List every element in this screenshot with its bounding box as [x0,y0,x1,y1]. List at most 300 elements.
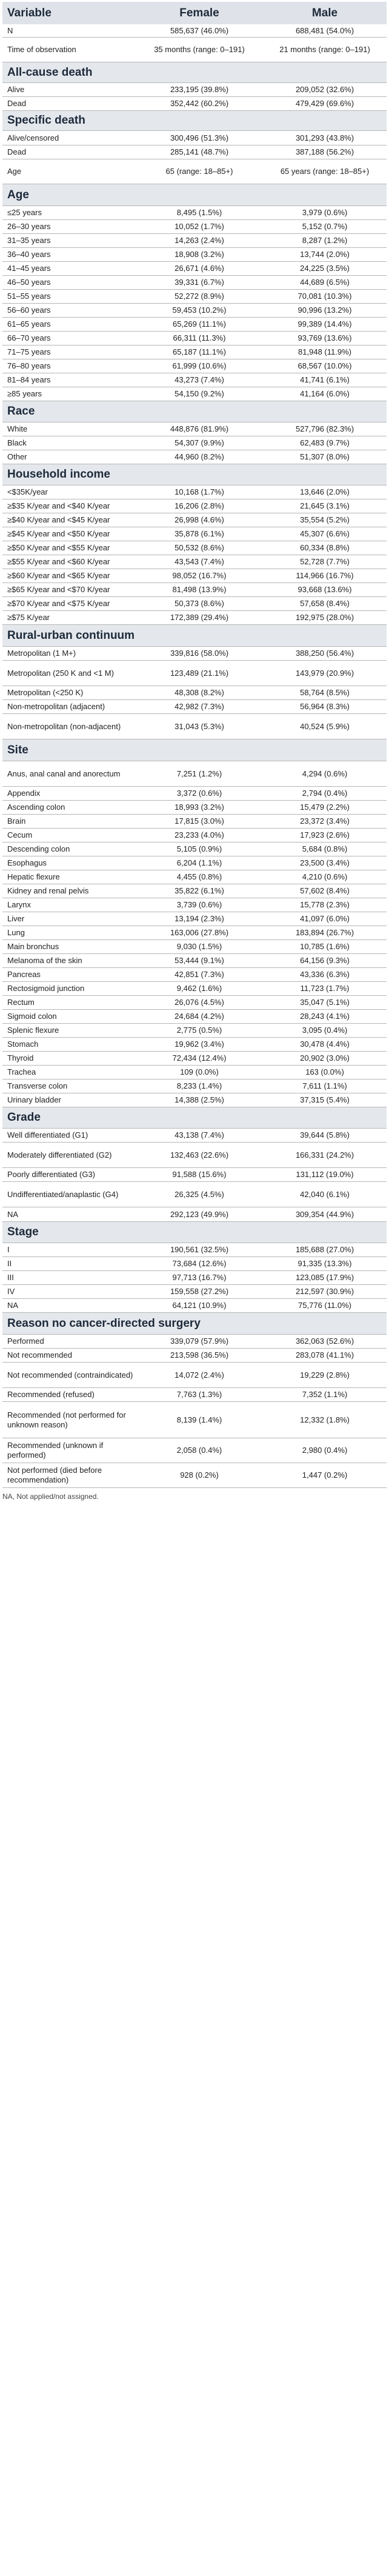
variable-cell: Rectum [7,998,35,1007]
table-row [2,884,387,898]
table-row [2,801,387,815]
data-table [2,2,387,1488]
female-cell: 10,168 (1.7%) [175,487,224,496]
variable-cell: Dead [7,99,27,108]
column-header-male: Male [311,6,338,19]
variable-cell: Recommended (refused) [7,1390,95,1399]
male-cell: 99,389 (14.4%) [298,319,352,329]
variable-cell: Esophagus [7,858,47,867]
female-cell: 109 (0.0%) [180,1067,219,1076]
male-cell: 41,097 (6.0%) [300,914,350,923]
table-row [2,1285,387,1299]
table-row [2,422,387,436]
variable-cell: Cecum [7,830,33,839]
table-row [2,1182,387,1207]
variable-cell: NA [7,1209,19,1219]
table-row [2,1402,387,1438]
variable-cell: Well differentiated (G1) [7,1130,88,1140]
male-cell: 301,293 (43.8%) [295,133,354,142]
male-cell: 3,095 (0.4%) [302,1026,348,1035]
variable-cell: Trachea [7,1067,36,1076]
female-cell: 31,043 (5.3%) [175,721,224,731]
section-header: Specific death [2,111,387,131]
variable-cell: Non-metropolitan (non-adjacent) [7,721,121,731]
male-cell: 35,047 (5.1%) [300,998,350,1007]
male-cell: 30,478 (4.4%) [300,1039,350,1049]
male-cell: 3,979 (0.6%) [302,208,348,217]
section-header: Rural-urban continuum [2,625,387,647]
female-cell: 132,463 (22.6%) [170,1150,229,1160]
table-row [2,1438,387,1463]
male-cell: 2,794 (0.4%) [302,789,348,798]
table-row [2,555,387,569]
variable-cell: NA [7,1301,19,1310]
female-cell: 448,876 (81.9%) [170,424,229,433]
female-cell: 73,684 (12.6%) [172,1259,227,1268]
variable-cell: Pancreas [7,970,41,979]
variable-cell: 66–70 years [7,333,51,342]
male-cell: 7,352 (1.1%) [302,1390,348,1399]
table-row [2,486,387,499]
variable-cell: 81–84 years [7,375,51,384]
variable-cell: Not performed (died before recommendation) [7,1466,102,1484]
male-cell: 35,554 (5.2%) [300,515,350,524]
female-cell: 48,308 (8.2%) [175,688,224,697]
variable-cell: IV [7,1287,15,1296]
female-cell: 3,739 (0.6%) [176,900,222,909]
female-cell: 3,372 (0.6%) [176,789,222,798]
female-cell: 24,684 (4.2%) [175,1012,224,1021]
female-cell: 8,495 (1.5%) [176,208,222,217]
male-cell: 21 months (range: 0–191) [279,45,370,54]
variable-cell: ≥$45 K/year and <$50 K/year [7,529,110,538]
variable-cell: Larynx [7,900,32,909]
male-cell: 183,894 (26.7%) [295,928,354,937]
female-cell: 26,325 (4.5%) [175,1189,224,1199]
variable-cell: Appendix [7,789,41,798]
male-cell: 114,966 (16.7%) [296,571,354,580]
female-cell: 190,561 (32.5%) [170,1245,229,1254]
female-cell: 585,637 (46.0%) [170,25,229,35]
male-cell: 283,078 (41.1%) [295,1350,354,1360]
table-footnote: NA, Not applied/not assigned. [2,1492,99,1501]
variable-cell: 76–80 years [7,361,51,370]
variable-cell: ≤25 years [7,208,42,217]
section-header: Site [2,739,387,761]
female-cell: 5,105 (0.9%) [176,844,222,853]
table-row [2,1335,387,1349]
male-cell: 37,315 (5.4%) [300,1095,350,1104]
table-row [2,926,387,940]
male-cell: 19,229 (2.8%) [300,1370,350,1380]
male-cell: 131,112 (19.0%) [296,1170,354,1179]
male-cell: 309,354 (44.9%) [295,1209,354,1219]
female-cell: 7,251 (1.2%) [176,769,222,778]
column-header-variable: Variable [7,6,52,19]
female-cell: 8,139 (1.4%) [176,1415,222,1424]
male-cell: 75,776 (11.0%) [298,1301,351,1310]
table-row [2,647,387,661]
male-cell: 13,744 (2.0%) [300,250,350,259]
male-cell: 52,728 (7.7%) [300,557,350,566]
table-row [2,373,387,387]
table-row [2,686,387,700]
male-cell: 362,063 (52.6%) [295,1336,354,1346]
section-header: All-cause death [2,62,387,83]
female-cell: 9,462 (1.6%) [176,984,222,993]
table-row [2,996,387,1010]
table-row [2,940,387,954]
variable-cell: Brain [7,816,26,826]
female-cell: 26,076 (4.5%) [175,998,224,1007]
male-cell: 11,723 (1.7%) [300,984,350,993]
male-cell: 93,668 (13.6%) [298,585,352,594]
female-cell: 17,815 (3.0%) [175,816,224,826]
table-row [2,1052,387,1066]
variable-cell: Rectosigmoid junction [7,984,85,993]
table-row [2,583,387,597]
table-row [2,318,387,332]
variable-cell: Alive [7,85,25,94]
female-cell: 18,993 (3.2%) [175,802,224,812]
column-header-female: Female [179,6,219,19]
table-row [2,856,387,870]
male-cell: 5,152 (0.7%) [302,222,348,231]
table-row [2,24,387,38]
variable-cell: 46–50 years [7,278,51,287]
female-cell: 14,072 (2.4%) [175,1370,224,1380]
table-row [2,954,387,968]
variable-cell: Anus, anal canal and anorectum [7,769,121,778]
male-cell: 43,336 (6.3%) [300,970,350,979]
female-cell: 14,263 (2.4%) [175,236,224,245]
female-cell: 65 (range: 18–85+) [165,167,233,176]
variable-cell: Kidney and renal pelvis [7,886,89,895]
male-cell: 23,500 (3.4%) [300,858,350,867]
female-cell: 35,878 (6.1%) [175,529,224,538]
male-cell: 21,645 (3.1%) [300,501,350,510]
male-cell: 90,996 (13.2%) [298,305,352,315]
male-cell: 58,764 (8.5%) [300,688,350,697]
variable-cell: ≥$65 K/year and <$70 K/year [7,585,110,594]
female-cell: 39,331 (6.7%) [175,278,224,287]
female-cell: 53,444 (9.1%) [175,956,224,965]
variable-cell: Descending colon [7,844,70,853]
table-row [2,276,387,290]
variable-cell: Not recommended (contraindicated) [7,1370,133,1380]
male-cell: 42,040 (6.1%) [300,1189,350,1199]
male-cell: 388,250 (56.4%) [295,649,354,658]
female-cell: 91,588 (15.6%) [172,1170,227,1179]
table-row [2,345,387,359]
male-cell: 57,658 (8.4%) [300,599,350,608]
variable-cell: 51–55 years [7,292,51,301]
male-cell: 15,778 (2.3%) [300,900,350,909]
female-cell: 4,455 (0.8%) [176,872,222,881]
variable-cell: I [7,1245,10,1254]
variable-cell: ≥$75 K/year [7,613,50,622]
variable-cell: Recommended (unknown if performed) [7,1441,104,1460]
female-cell: 233,195 (39.8%) [170,85,229,94]
variable-cell: 41–45 years [7,264,51,273]
table-row [2,1143,387,1168]
female-cell: 65,187 (11.1%) [173,347,226,356]
table-row [2,499,387,513]
variable-cell: Liver [7,914,25,923]
male-cell: 209,052 (32.6%) [295,85,354,94]
female-cell: 2,058 (0.4%) [176,1446,222,1455]
table-row [2,982,387,996]
variable-cell: 61–65 years [7,319,51,329]
table-row [2,1093,387,1107]
female-cell: 163,006 (27.8%) [170,928,229,937]
table-row [2,131,387,145]
table-row [2,248,387,262]
female-cell: 172,389 (29.4%) [170,613,229,622]
male-cell: 64,156 (9.3%) [300,956,350,965]
male-cell: 192,975 (28.0%) [295,613,354,622]
variable-cell: 71–75 years [7,347,51,356]
female-cell: 23,233 (4.0%) [175,830,224,839]
female-cell: 44,960 (8.2%) [175,452,224,461]
table-row [2,700,387,714]
variable-cell: Other [7,452,27,461]
female-cell: 43,543 (7.4%) [175,557,224,566]
female-cell: 18,908 (3.2%) [175,250,224,259]
variable-cell: ≥$50 K/year and <$55 K/year [7,543,110,552]
female-cell: 928 (0.2%) [180,1470,219,1480]
variable-cell: Urinary bladder [7,1095,61,1104]
female-cell: 352,442 (60.2%) [170,99,229,108]
male-cell: 44,689 (6.5%) [300,278,350,287]
female-cell: 300,496 (51.3%) [170,133,229,142]
variable-cell: Alive/censored [7,133,59,142]
table-row [2,387,387,401]
female-cell: 52,272 (8.9%) [175,292,224,301]
female-cell: 42,982 (7.3%) [175,702,224,711]
male-cell: 527,796 (82.3%) [295,424,354,433]
table-row [2,761,387,787]
male-cell: 45,307 (6.6%) [300,529,350,538]
male-cell: 24,225 (3.5%) [300,264,350,273]
table-row [2,145,387,159]
variable-cell: III [7,1273,14,1282]
male-cell: 57,602 (8.4%) [300,886,350,895]
section-header: Stage [2,1222,387,1243]
female-cell: 14,388 (2.5%) [175,1095,224,1104]
variable-cell: Dead [7,147,27,156]
male-cell: 166,331 (24.2%) [295,1150,354,1160]
table-row [2,436,387,450]
male-cell: 23,372 (3.4%) [300,816,350,826]
table-row [2,843,387,856]
female-cell: 16,206 (2.8%) [175,501,224,510]
variable-cell: Stomach [7,1039,39,1049]
male-cell: 5,684 (0.8%) [302,844,348,853]
table-row [2,1243,387,1257]
table-row [2,1271,387,1285]
male-cell: 15,479 (2.2%) [300,802,350,812]
variable-cell: ≥85 years [7,389,42,398]
female-cell: 13,194 (2.3%) [175,914,224,923]
variable-cell: II [7,1259,12,1268]
male-cell: 479,429 (69.6%) [295,99,354,108]
table-row [2,829,387,843]
variable-cell: Non-metropolitan (adjacent) [7,702,105,711]
female-cell: 339,816 (58.0%) [170,649,229,658]
male-cell: 62,483 (9.7%) [300,438,350,447]
table-row [2,332,387,345]
female-cell: 50,532 (8.6%) [175,543,224,552]
male-cell: 12,332 (1.8%) [300,1415,350,1424]
female-cell: 42,851 (7.3%) [175,970,224,979]
male-cell: 123,085 (17.9%) [295,1273,354,1282]
variable-cell: Splenic flexure [7,1026,59,1035]
table-row [2,1066,387,1079]
section-header: Race [2,401,387,422]
female-cell: 66,311 (11.3%) [173,333,226,342]
variable-cell: ≥$60 K/year and <$65 K/year [7,571,110,580]
table-body [2,24,387,1488]
table-row [2,968,387,982]
female-cell: 19,962 (3.4%) [175,1039,224,1049]
male-cell: 7,611 (1.1%) [302,1081,347,1090]
variable-cell: Metropolitan (250 K and <1 M) [7,668,114,678]
table-row [2,1257,387,1271]
male-cell: 51,307 (8.0%) [300,452,350,461]
female-cell: 59,453 (10.2%) [172,305,227,315]
variable-cell: Moderately differentiated (G2) [7,1150,112,1160]
variable-cell: 56–60 years [7,305,51,315]
table-row [2,815,387,829]
male-cell: 688,481 (54.0%) [295,25,354,35]
table-row [2,661,387,686]
table-row [2,513,387,527]
male-cell: 20,902 (3.0%) [300,1053,350,1063]
variable-cell: ≥$35 K/year and <$40 K/year [7,501,110,510]
variable-cell: Recommended (not performed for unknown reason) [7,1410,126,1429]
variable-cell: ≥$40 K/year and <$45 K/year [7,515,110,524]
female-cell: 81,498 (13.9%) [172,585,227,594]
variable-cell: Transverse colon [7,1081,68,1090]
variable-cell: Metropolitan (1 M+) [7,649,76,658]
table-row [2,262,387,276]
male-cell: 163 (0.0%) [305,1067,344,1076]
variable-cell: Sigmoid colon [7,1012,57,1021]
male-cell: 39,644 (5.8%) [300,1130,350,1140]
male-cell: 68,567 (10.0%) [298,361,352,370]
male-cell: 185,688 (27.0%) [295,1245,354,1254]
male-cell: 4,210 (0.6%) [302,872,348,881]
male-cell: 56,964 (8.3%) [300,702,350,711]
variable-cell: 26–30 years [7,222,51,231]
female-cell: 50,373 (8.6%) [175,599,224,608]
female-cell: 7,763 (1.3%) [176,1390,222,1399]
variable-cell: Thyroid [7,1053,34,1063]
table-row [2,912,387,926]
section-header: Reason no cancer-directed surgery [2,1313,387,1335]
table-row [2,206,387,220]
male-cell: 65 years (range: 18–85+) [280,167,370,176]
table-row [2,1168,387,1182]
male-cell: 8,287 (1.2%) [302,236,348,245]
variable-cell: Main bronchus [7,942,59,951]
table-row [2,83,387,97]
table-row [2,1349,387,1363]
table-row [2,1388,387,1402]
variable-cell: ≥$70 K/year and <$75 K/year [7,599,110,608]
female-cell: 8,233 (1.4%) [176,1081,222,1090]
variable-cell: Metropolitan (<250 K) [7,688,84,697]
male-cell: 93,769 (13.6%) [298,333,352,342]
variable-cell: Not recommended [7,1350,72,1360]
male-cell: 10,785 (1.6%) [300,942,350,951]
female-cell: 6,204 (1.1%) [176,858,222,867]
female-cell: 97,713 (16.7%) [172,1273,227,1282]
table-row [2,898,387,912]
table-row [2,1038,387,1052]
female-cell: 54,307 (9.9%) [175,438,224,447]
table-row [2,290,387,304]
male-cell: 13,646 (2.0%) [300,487,350,496]
female-cell: 61,999 (10.6%) [172,361,227,370]
variable-cell: <$35K/year [7,487,48,496]
variable-cell: Poorly differentiated (G3) [7,1170,95,1179]
table-row [2,234,387,248]
table-row [2,1207,387,1222]
variable-cell: Undifferentiated/anaplastic (G4) [7,1189,119,1199]
table-row [2,1129,387,1143]
female-cell: 64,121 (10.9%) [172,1301,227,1310]
female-cell: 292,123 (49.9%) [170,1209,229,1219]
variable-cell: N [7,25,13,35]
table-row [2,1463,387,1488]
male-cell: 4,294 (0.6%) [302,769,348,778]
female-cell: 98,052 (16.7%) [172,571,227,580]
variable-cell: Hepatic flexure [7,872,60,881]
section-header: Grade [2,1107,387,1129]
female-cell: 285,141 (48.7%) [170,147,229,156]
table-row [2,787,387,801]
female-cell: 2,775 (0.5%) [176,1026,222,1035]
table-row [2,1363,387,1388]
variable-cell: Time of observation [7,45,76,54]
male-cell: 1,447 (0.2%) [302,1470,348,1480]
male-cell: 17,923 (2.6%) [300,830,350,839]
table-row [2,450,387,464]
male-cell: 28,243 (4.1%) [300,1012,350,1021]
male-cell: 143,979 (20.9%) [295,668,354,678]
female-cell: 26,671 (4.6%) [175,264,224,273]
variable-cell: Melanoma of the skin [7,956,82,965]
variable-cell: 31–35 years [7,236,51,245]
female-cell: 43,138 (7.4%) [175,1130,224,1140]
variable-cell: White [7,424,28,433]
variable-cell: Age [7,167,22,176]
variable-cell: ≥$55 K/year and <$60 K/year [7,557,110,566]
table-row [2,1024,387,1038]
female-cell: 65,269 (11.1%) [173,319,226,329]
female-cell: 35,822 (6.1%) [175,886,224,895]
variable-cell: Black [7,438,27,447]
male-cell: 40,524 (5.9%) [300,721,350,731]
table-row [2,714,387,739]
variable-cell: Performed [7,1336,44,1346]
table-row [2,220,387,234]
table-row [2,159,387,184]
male-cell: 70,081 (10.3%) [298,292,352,301]
table-row [2,527,387,541]
